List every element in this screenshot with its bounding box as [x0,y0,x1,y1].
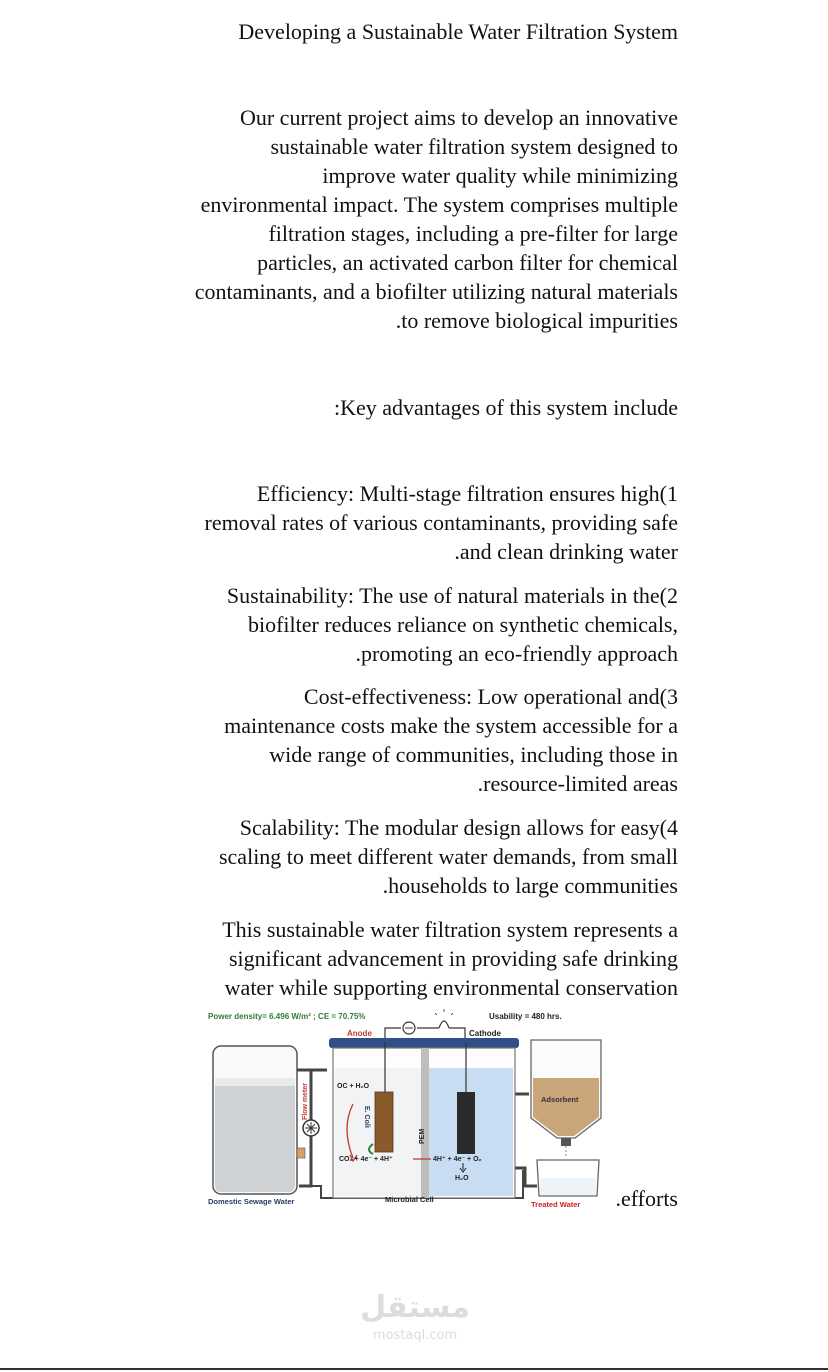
anode-label: Anode [347,1029,372,1038]
advantage-4-line: Scalability: The modular design allows for easy(4 [239,815,678,840]
microbial-cell [329,1038,519,1198]
advantage-3-line: Cost-effectiveness: Low operational and(3 [303,684,678,709]
water-product: H₂O [455,1175,469,1182]
advantage-1-line: Efficiency: Multi-stage filtration ensures high(1 [256,481,678,506]
advantage-1-line: removal rates of various contaminants, providing safe [204,510,678,535]
treated-water-beaker [537,1160,599,1196]
cathode-electrode [457,1092,475,1154]
anode-electrode [375,1092,393,1152]
intro-line: .to remove biological impurities [395,308,678,333]
conclusion-line: water while supporting environmental conservation [224,975,678,1000]
pump-icon [297,1148,305,1158]
cathode-label: Cathode [469,1029,501,1038]
treated-water-label: Treated Water [531,1200,581,1209]
document-title: Developing a Sustainable Water Filtration System [238,19,678,44]
adsorbent-label: Adsorbent [541,1095,579,1104]
bottom-divider [0,1368,828,1370]
advantage-3-line: .resource-limited areas [477,771,678,796]
pem-label: PEM [419,1128,426,1144]
intro-line: Our current project aims to develop an innovative [239,105,678,130]
advantage-1-line: .and clean drinking water [454,539,678,564]
intro-line: particles, an activated carbon filter for chemical [257,250,678,275]
advantage-4-line: scaling to meet different water demands, from small [218,844,678,869]
conclusion-line: This sustainable water filtration system represents a [222,917,678,942]
ecoli-label: E. Coli [363,1106,370,1128]
intro-line: environmental impact. The system comprises multiple [200,192,678,217]
microbial-cell-label: Microbial Cell [385,1195,434,1204]
advantage-2-line: biofilter reduces reliance on synthetic chemicals, [247,612,678,637]
reaction-right: 4H⁺ + 4e⁻ + O₂ [433,1156,482,1163]
external-circuit [385,1009,465,1042]
light-bulb-icon [439,1021,449,1028]
cell-lid [329,1038,519,1048]
conclusion-line: significant advancement in providing safe drinking [228,946,678,971]
advantage-3-line: wide range of communities, including those in [269,742,678,767]
intro-line: filtration stages, including a pre-filter for large [268,221,678,246]
intro-line: contaminants, and a biofilter utilizing natural materials [194,279,678,304]
intro-line: improve water quality while minimizing [322,163,678,188]
advantage-2-line: Sustainability: The use of natural materials in the(2 [226,583,678,608]
conclusion-tail: .efforts [615,1186,678,1211]
domestic-sewage-label: Domestic Sewage Water [208,1197,295,1206]
advantage-2-line: .promoting an eco-friendly approach [355,641,678,666]
microbial-fuel-cell-diagram [203,1008,608,1210]
pem-membrane [421,1048,429,1198]
watermark-logo: مستقل [360,1290,470,1325]
advantage-4-line: .households to large communities [382,873,678,898]
reaction-left-bottom: CO₂ + 4e⁻ + 4H⁺ [339,1156,393,1163]
watermark-url: mostaql.com [372,1328,458,1343]
advantages-heading: :Key advantages of this system include [334,395,678,420]
column-valve [561,1138,571,1146]
power-density-label: Power density= 6.496 W/m² ; CE = 70.75% [208,1012,366,1021]
flow-meter-label: Flow meter [302,1083,309,1120]
usability-label: Usability = 480 hrs. [489,1012,562,1021]
advantage-3-line: maintenance costs make the system accessible for a [224,713,678,738]
sewage-tank [213,1046,297,1194]
reaction-left-top: OC + H₂O [337,1083,370,1090]
intro-line: sustainable water filtration system designed to [270,134,678,159]
